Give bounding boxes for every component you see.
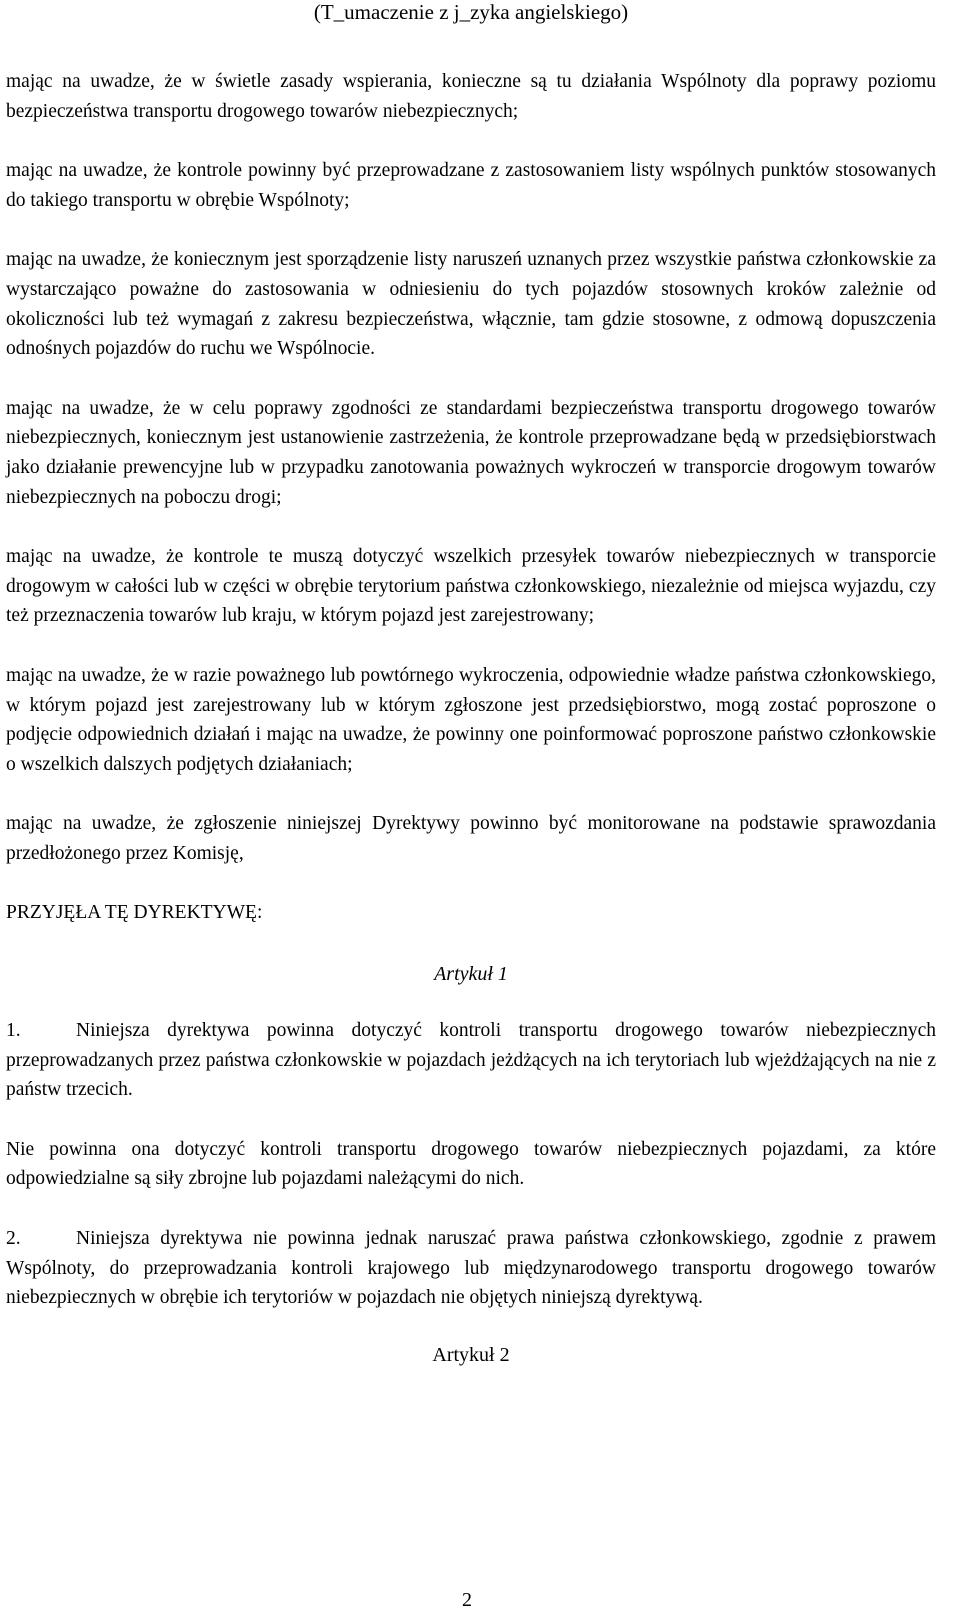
article-1-point-2-text: Niniejsza dyrektywa nie powinna jednak naruszać prawa państwa członkowskiego, zgodnie z prawem Wspólnoty, do przeprowadzania kontroli krajowego lub międzynarodowego transportu drogowego towarów niebezpiecznych w obrębie ich terytoriów w pojazdach nie objętych niniejszą dyrektywą. [6, 1228, 936, 1309]
recital-paragraph-2: mając na uwadze, że kontrole powinny być przeprowadzane z zastosowaniem listy wspólnych punktów stosowanych do takiego transportu w obrębie Wspólnoty; [6, 160, 936, 211]
recital-paragraph-4: mając na uwadze, że w celu poprawy zgodności ze standardami bezpieczeństwa transportu drogowego towarów niebezpiecznych, koniecznym jest ustanowienie zastrzeżenia, że kontrole przeprowadzane będą w przedsiębiorstwach jako działanie prewencyjne lub w przypadku zanotowania poważnych wykroczeń w transporcie drogowym towarów niebezpiecznych na poboczu drogi; [6, 397, 936, 508]
page-number: 2 [462, 1589, 472, 1611]
recital-paragraph-7: mając na uwadze, że zgłoszenie niniejszej Dyrektywy powinno być monitorowane na podstawie sprawozdania przedłożonego przez Komisję, [6, 813, 936, 864]
adoption-formula: PRZYJĘŁA TĘ DYREKTYWĘ: [6, 902, 263, 924]
article-1-exclusion: Nie powinna ona dotyczyć kontroli transportu drogowego towarów niebezpiecznych pojazdami, za które odpowiedzialne są siły zbrojne lub pojazdami należącymi do nich. [6, 1138, 936, 1190]
article-1-point-1-text: Niniejsza dyrektywa powinna dotyczyć kontroli transportu drogowego towarów niebezpiecznych przeprowadzanych przez państwa członkowskie w pojazdach jeżdżących na ich terytoriach lub wjeżdżających na nie z państw trzecich. [6, 1020, 936, 1101]
document-page [6, 0, 936, 1369]
recital-paragraph-6: mając na uwadze, że w razie poważnego lub powtórnego wykroczenia, odpowiednie władze państwa członkowskiego, w którym pojazd jest zarejestrowany lub w którym zgłoszone jest przedsiębiorstwo, mogą zostać poproszone o podjęcie odpowiednich działań i mając na uwadze, że powinny one poinformować poproszone państwo członkowskie o wszelkich dalszych podjętych działaniach; [6, 664, 936, 775]
article-1-point-1-number: 1. [6, 1020, 21, 1042]
recital-paragraph-3: mając na uwadze, że koniecznym jest sporządzenie listy naruszeń uznanych przez wszystkie państwa członkowskie za wystarczająco poważne do zastosowania w odniesieniu do tych pojazdów stosownych kroków zależnie od okoliczności lub też wymagań z zakresu bezpieczeństwa, włącznie, tam gdzie stosowne, z odmową dopuszczenia odnośnych pojazdów do ruchu we Wspólnocie. [6, 249, 936, 360]
article-1-point-2-number: 2. [6, 1228, 21, 1250]
document-header: (T_umaczenie z j_zyka angielskiego) [313, 0, 629, 24]
recital-paragraph-1: mając na uwadze, że w świetle zasady wspierania, konieczne są tu działania Wspólnoty dla poprawy poziomu bezpieczeństwa transportu drogowego towarów niebezpiecznych; [6, 71, 936, 122]
article-1-point-2 [6, 1224, 936, 1313]
article-2-heading: Artykuł 2 [432, 1343, 510, 1366]
recital-paragraph-5: mając na uwadze, że kontrole te muszą dotyczyć wszelkich przesyłek towarów niebezpiecznych w transporcie drogowym w całości lub w części w obrębie terytorium państwa członkowskiego, niezależnie od miejsca wyjazdu, czy też przeznaczenia towarów lub kraju, w którym pojazd jest zarejestrowany; [6, 546, 936, 627]
article-1-point-1 [6, 1016, 936, 1105]
article-1-heading: Artykuł 1 [434, 963, 508, 986]
